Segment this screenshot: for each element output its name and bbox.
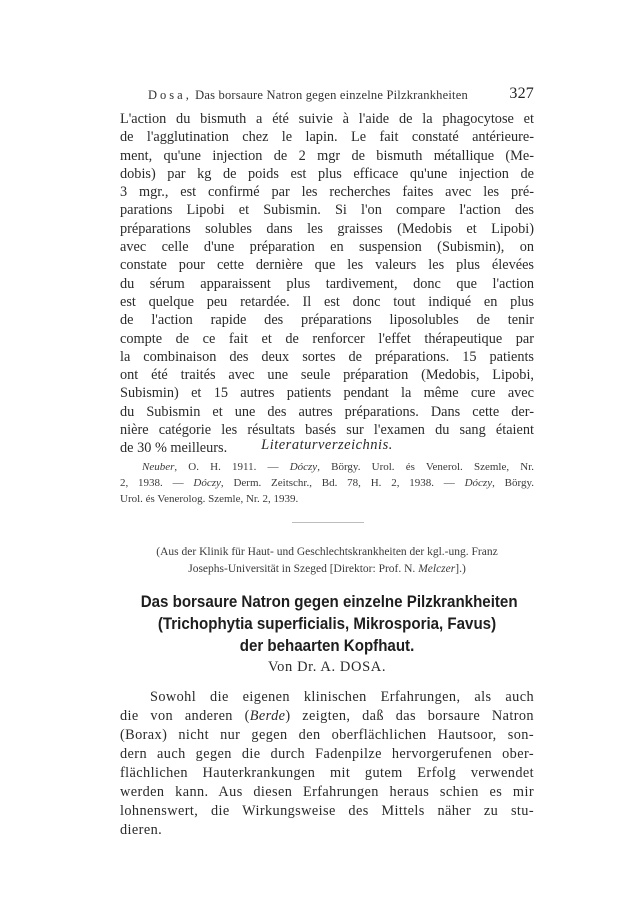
title-line: (Trichophytia superficialis, Mikrosporia, Favus) <box>157 614 497 633</box>
paragraph-line: 3 mgr., est confirmé par les recherches faites avec les pré- <box>120 184 534 201</box>
paragraph-line: de 30 % meilleurs. <box>120 440 228 457</box>
paragraph-line: flächlichen Hauterkrankungen mit gutem Erfolg verwendet <box>120 765 534 781</box>
reference-line: Neuber, O. H. 1911. — Dóczy, Börgy. Urol. és Venerol. Szemle, Nr. <box>142 461 534 473</box>
references-title: Literaturverzeichnis. <box>261 437 393 453</box>
paragraph-line: (Borax) nicht nur gegen den oberflächlichen Hautsoor, son- <box>120 727 534 743</box>
article-paragraph <box>120 688 534 840</box>
reference-line: Urol. és Venerolog. Szemle, Nr. 2, 1939. <box>120 493 299 505</box>
running-head <box>148 85 534 103</box>
paragraph-line: la combinaison des deux sortes de préparations. 15 patients <box>120 348 534 365</box>
paragraph-line: die von anderen (Berde) zeigten, daß das borsaure Natron <box>120 708 534 724</box>
paragraph-line: préparations solubles dans les graisses (Medobis et Lipobi) <box>120 220 534 237</box>
paragraph-line: avec celle d'une préparation en suspension (Subismin), on <box>120 239 534 256</box>
affiliation-line: (Aus der Klinik für Haut- und Geschlechtskrankheiten der kgl.-ung. Franz <box>156 546 498 558</box>
title-line: Das borsaure Natron gegen einzelne Pilzkrankheiten <box>140 592 518 611</box>
french-paragraph <box>120 110 534 458</box>
paragraph-line: ment, qu'une injection de 2 mgr de bismuth métallique (Me- <box>120 147 534 164</box>
byline: Von Dr. A. DOSA. <box>267 659 387 675</box>
paragraph-line: L'action du bismuth a été suivie à l'aide de la phagocytose et <box>120 111 534 127</box>
references-list <box>120 459 534 507</box>
paragraph-line: Sowohl die eigenen klinischen Erfahrungen, als auch <box>150 689 534 705</box>
running-head-title: Das borsaure Natron gegen einzelne Pilzkrankheiten <box>195 88 468 102</box>
paragraph-line: werden kann. Aus diesen Erfahrungen heraus schien es mir <box>120 784 534 800</box>
paragraph-line: Subismin) et 15 autres patients pendant la même cure avec <box>120 385 534 402</box>
reference-line: 2, 1938. — Dóczy, Derm. Zeitschr., Bd. 78, H. 2, 1938. — Dóczy, Börgy. <box>120 477 534 489</box>
paragraph-line: ont été traités avec une seule préparation (Medobis, Lipobi, <box>120 367 534 384</box>
running-head-author: Dosa, <box>148 88 192 102</box>
paragraph-line: compte de ce fait et de renforcer l'effet thérapeutique par <box>120 330 534 347</box>
page-number: 327 <box>509 85 534 102</box>
article-title <box>140 591 518 657</box>
paragraph-line: est quelque peu retardée. Il est donc tout indiqué en plus <box>120 293 534 310</box>
paragraph-line: du sérum apparaissent plus tardivement, donc que l'action <box>120 275 534 292</box>
paragraph-line: du Subismin et une des autres préparations. Dans cette der- <box>120 403 534 420</box>
paragraph-line: constate pour cette dernière que les valeurs les plus élevées <box>120 257 534 274</box>
title-line: der behaarten Kopfhaut. <box>239 636 415 655</box>
paragraph-line: de l'agglutination chez le lapin. Le fait constaté antérieure- <box>120 129 534 146</box>
paragraph-line: de l'action rapide des préparations liposolubles de tenir <box>120 312 534 329</box>
paragraph-line: lohnenswert, die Wirkungsweise des Mittels näher zu stu- <box>120 803 534 819</box>
paragraph-line: nière catégorie les résultats basés sur l'examen du sang étaient <box>120 422 534 439</box>
affiliation-line: Josephs-Universität in Szeged [Direktor: Prof. N. Melczer].) <box>188 563 466 575</box>
paragraph-line: dobis) par kg de poids est plus efficace qu'une injection de <box>120 165 534 182</box>
paragraph-line: dern auch gegen die durch Fadenpilze hervorgerufenen ober- <box>120 746 534 762</box>
section-separator <box>292 522 364 523</box>
affiliation-note <box>120 544 534 578</box>
paragraph-line: parations Lipobi et Subismin. Si l'on compare l'action des <box>120 202 534 219</box>
paragraph-line: dieren. <box>120 822 163 838</box>
